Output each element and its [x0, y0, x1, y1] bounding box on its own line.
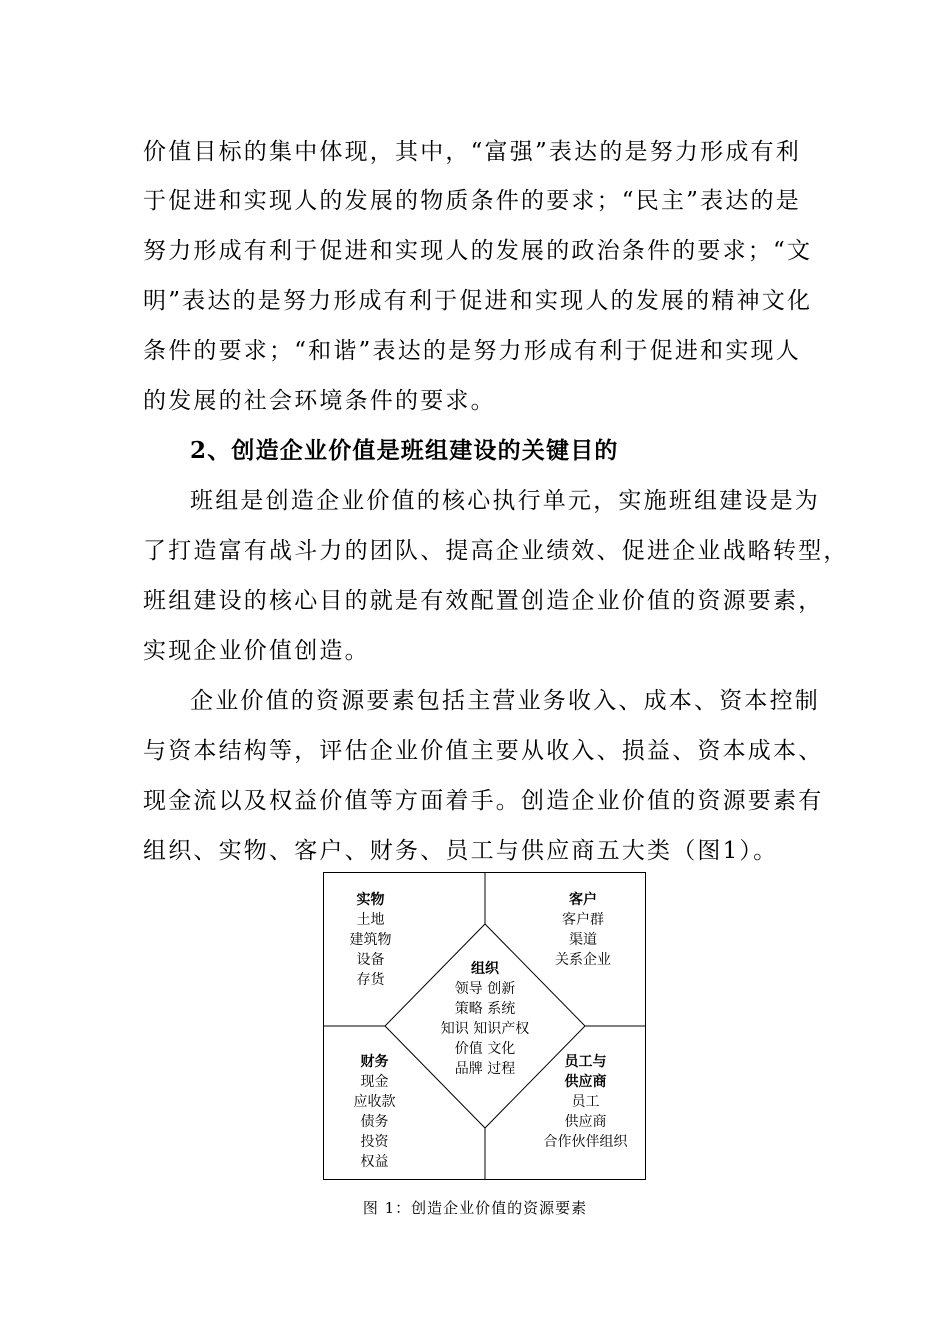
finance-item: 债务: [360, 1114, 389, 1130]
section-heading: 2、创造企业价值是班组建设的关键目的: [190, 437, 619, 464]
paragraph-line: 现金流以及权益价值等方面着手。创造企业价值的资源要素有: [143, 788, 824, 814]
physical-title: 实物: [356, 892, 385, 908]
resource-elements-diagram: [323, 872, 646, 1180]
paragraph-line: 实现企业价值创造。: [143, 638, 370, 664]
paragraph-line: 班组建设的核心目的就是有效配置创造企业价值的资源要素，: [143, 588, 824, 614]
paragraph-line: 于促进和实现人的发展的物质条件的要求；“民主”表达的是: [143, 188, 801, 214]
organization-item: 策略 系统: [454, 1001, 516, 1017]
customer-item: 关系企业: [555, 952, 611, 968]
paragraph-line: 价值目标的集中体现，其中，“富强”表达的是努力形成有利: [143, 139, 801, 165]
figure-caption: 图 1：创造企业价值的资源要素: [362, 1199, 588, 1217]
organization-item: 品牌 过程: [454, 1061, 516, 1077]
paragraph-line: 努力形成有利于促进和实现人的发展的政治条件的要求；“文: [143, 238, 813, 264]
finance-item: 现金: [360, 1074, 389, 1090]
paragraph-line: 明”表达的是努力形成有利于促进和实现人的发展的精神文化: [143, 288, 813, 314]
paragraph-line: 的发展的社会环境条件的要求。: [143, 388, 496, 414]
paragraph-line: 与资本结构等，评估企业价值主要从收入、损益、资本成本、: [143, 738, 824, 764]
organization-item: 领导 创新: [454, 981, 516, 997]
paragraph-line: 企业价值的资源要素包括主营业务收入、成本、资本控制: [190, 688, 820, 714]
staff-supplier-title: 供应商: [564, 1074, 607, 1090]
finance-title: 财务: [360, 1054, 389, 1070]
finance-item: 权益: [360, 1154, 389, 1170]
staff-supplier-cell: [528, 1052, 643, 1152]
organization-item: 知识 知识产权: [440, 1021, 530, 1037]
staff-supplier-item: 合作伙伴组织: [543, 1134, 628, 1150]
finance-item: 投资: [360, 1134, 389, 1150]
physical-item: 设备: [356, 952, 385, 968]
customer-title: 客户: [569, 892, 597, 908]
staff-supplier-item: 供应商: [564, 1114, 607, 1130]
customer-item: 客户群: [562, 912, 604, 928]
physical-item: 存货: [356, 972, 385, 988]
physical-cell: [333, 890, 408, 990]
paragraph-line: 条件的要求；“和谐”表达的是努力形成有利于促进和实现人: [143, 338, 801, 364]
paragraph-line: 了打造富有战斗力的团队、提高企业绩效、促进企业战略转型，: [143, 538, 849, 564]
organization-title: 组织: [471, 961, 499, 977]
paragraph-line: 组织、实物、客户、财务、员工与供应商五大类（图1）。: [143, 838, 779, 864]
customer-cell: [538, 890, 628, 970]
physical-item: 土地: [356, 912, 385, 928]
finance-cell: [337, 1052, 412, 1172]
finance-item: 应收款: [353, 1094, 396, 1110]
organization-item: 价值 文化: [454, 1041, 516, 1057]
customer-item: 渠道: [569, 932, 597, 948]
staff-supplier-item: 员工: [571, 1094, 600, 1110]
physical-item: 建筑物: [349, 932, 392, 948]
staff-supplier-title: 员工与: [564, 1054, 607, 1070]
paragraph-line: 班组是创造企业价值的核心执行单元，实施班组建设是为: [190, 488, 820, 514]
